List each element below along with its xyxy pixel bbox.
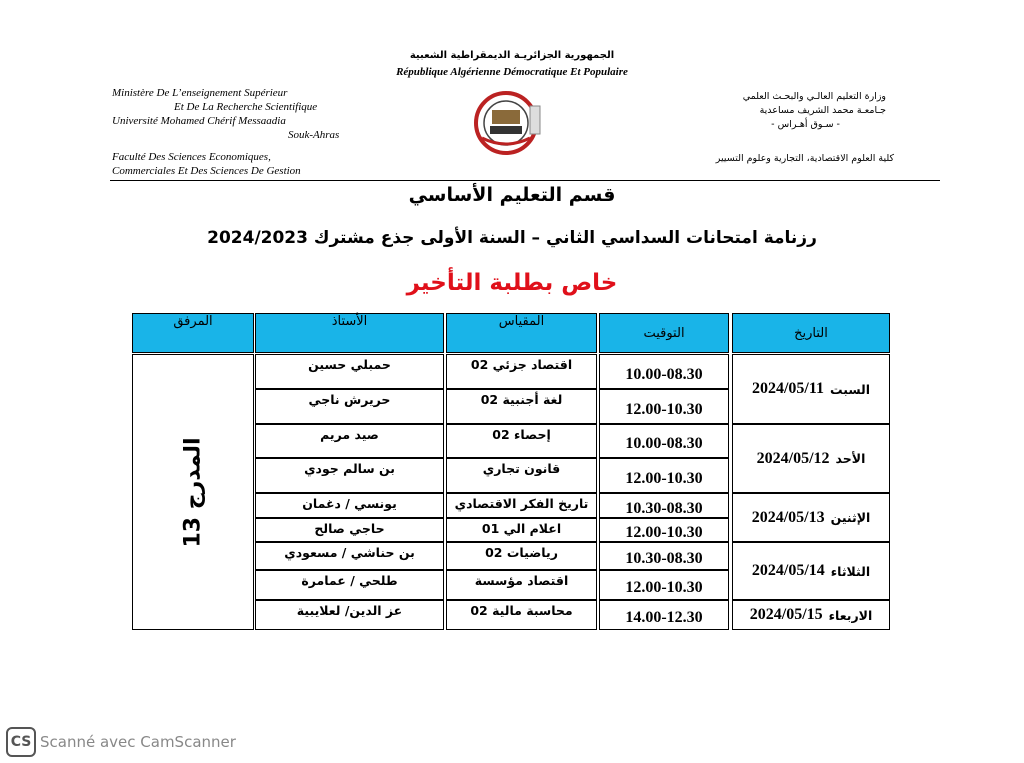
header-professor: الأستاذ [255,313,444,353]
date-cell [732,542,890,600]
camscanner-logo-icon: CS [6,727,36,757]
republic-arabic: الجمهورية الجزائريـة الديمقراطية الشعبية [409,50,615,61]
professor-cell: طلحي / عمامرة [255,570,444,600]
camscanner-watermark: Scanné avec CamScanner [40,733,236,751]
ministry-line: Souk-Ahras [288,129,340,141]
weekday-label: الإثنين [830,510,871,525]
professor-cell: يونسي / دغمان [255,493,444,518]
weekday-label: الثلاثاء [830,563,871,579]
faculty-french-block [112,150,301,178]
module-cell: لغة أجنبية 02 [446,389,597,424]
room-value-wrap [132,354,254,630]
module-cell: تاريخ الفكر الاقتصادي [446,493,597,518]
time-cell: 12.00-10.30 [599,458,729,493]
professor-cell: حاجي صالح [255,518,444,542]
ministry-french-block [112,86,339,142]
ministry-line: Université Mohamed Chérif Messaadia [112,115,286,127]
date-cell [732,424,890,493]
header-room: المرفق [132,313,254,353]
professor-cell: صيد مريم [255,424,444,458]
weekday-label: الاربعاء [828,607,873,623]
date-value: 2024/05/11 [751,380,824,397]
date-value: 2024/05/15 [749,606,823,623]
ministry-line-ar: وزارة التعليم العالـي والبحـث العلمي [742,91,886,102]
date-cell [732,493,890,542]
date-cell [732,600,890,630]
professor-cell: بن سالم جودي [255,458,444,493]
republic-french: République Algérienne Démocratique Et Populaire [396,66,628,78]
faculty-line-ar: كلية العلوم الاقتصادية، التجارية وعلوم التسيير [715,153,894,164]
time-cell: 10.30-08.30 [599,542,729,570]
module-cell: اقتصاد جزئي 02 [446,354,597,389]
date-value: 2024/05/14 [751,562,825,579]
ministry-line-ar: جـامعـة محمد الشريف مساعدية [759,105,886,116]
time-cell: 10.00-08.30 [599,354,729,389]
module-cell: قانون تجاري [446,458,597,493]
university-seal-icon [468,88,548,158]
module-cell: رياضيات 02 [446,542,597,570]
professor-cell: حريرش ناجي [255,389,444,424]
module-cell: اقتصاد مؤسسة [446,570,597,600]
ministry-line: Ministère De L’enseignement Supérieur [112,87,288,99]
time-cell: 12.00-10.30 [599,389,729,424]
date-value: 2024/05/12 [756,449,830,467]
faculty-line: Commerciales Et Des Sciences De Gestion [112,165,301,177]
time-cell: 12.00-10.30 [599,570,729,600]
professor-cell: بن حناشي / مسعودي [255,542,444,570]
weekday-label: الأحد [835,451,866,466]
time-cell: 14.00-12.30 [599,600,729,630]
time-cell: 10.00-08.30 [599,424,729,458]
faculty-arabic-block [650,152,894,166]
time-cell: 12.00-10.30 [599,518,729,542]
time-cell: 10.30-08.30 [599,493,729,518]
header-date: التاريخ [732,313,890,353]
ministry-arabic-block [700,90,886,132]
header-time: التوقيت [599,313,729,353]
schedule-title: رزنامة امتحانات السداسي الثاني – السنة الأولى جذع مشترك 2024/2023 [207,228,817,248]
room-value: المدرج 13 [180,436,206,548]
date-cell [732,354,890,424]
weekday-label: السبت [829,381,871,397]
department-title: قسم التعليم الأساسي [408,184,616,206]
room-cell [132,354,254,630]
ministry-line: Et De La Recherche Scientifique [174,101,318,113]
header-module: المقياس [446,313,597,353]
date-value: 2024/05/13 [751,508,825,526]
module-cell: اعلام الي 01 [446,518,597,542]
late-students-subtitle: خاص بطلبة التأخير [406,270,618,296]
professor-cell: عز الدين/ لعلايبية [255,600,444,630]
professor-cell: حمبلي حسين [255,354,444,389]
faculty-line: Faculté Des Sciences Economiques, [112,151,271,163]
module-cell: محاسبة مالية 02 [446,600,597,630]
ministry-line-ar: - سـوق أهـراس - [771,119,840,130]
header-divider [110,180,940,181]
module-cell: إحصاء 02 [446,424,597,458]
